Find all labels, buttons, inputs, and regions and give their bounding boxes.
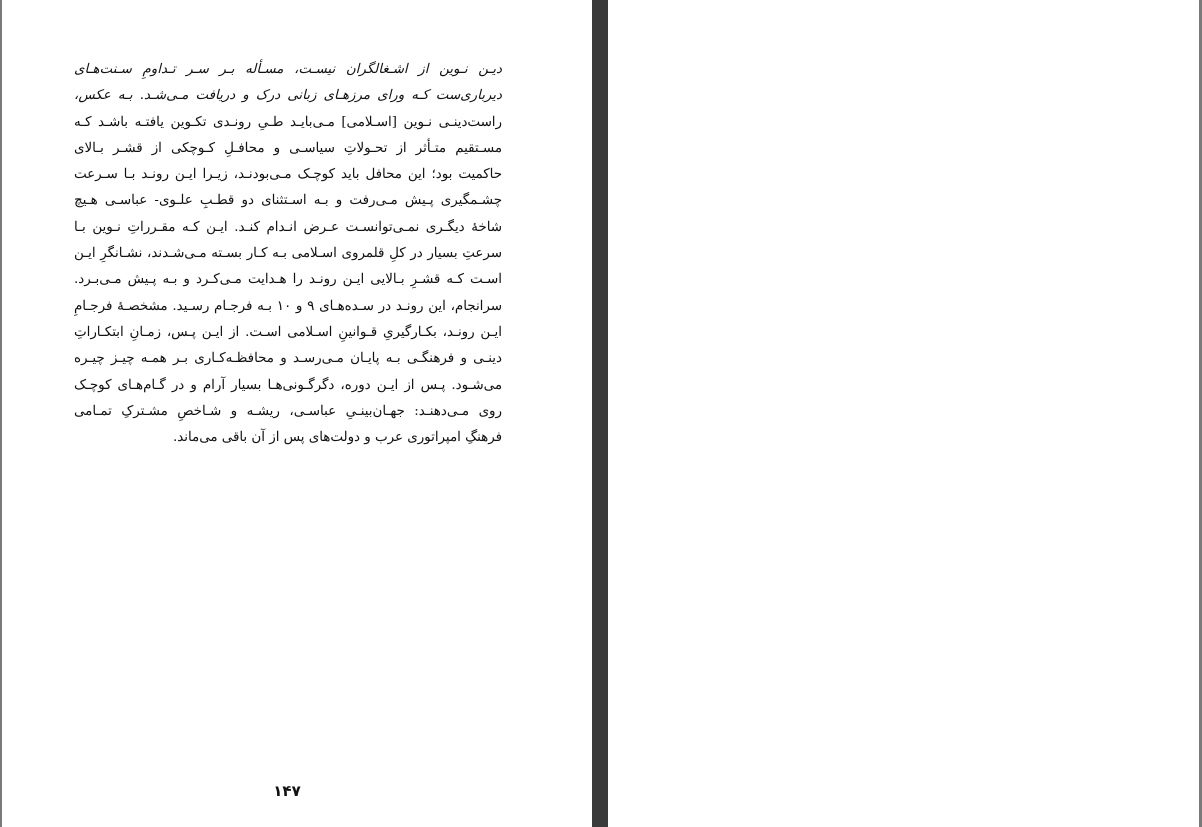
- text-line: چشـمگیری پـیش مـی‌رفت و بـه اسـتثنای دو قطـبِ علـوی- عباسـی هـیچ: [74, 193, 502, 209]
- text-line: سرانجام، این رونـد در سـده‌هـای ۹ و ۱۰ بـه فرجـام رسـید. مشخصـهٔ فرجـامِ: [74, 298, 502, 314]
- text-line: سرعتِ بسیار در کلِ قلمروی اسـلامی بـه کـار بسـته مـی‌شـدند، نشـانگرِ ایـن: [74, 246, 502, 262]
- text-line: ایـن رونـد، بکـارگیریِ قـوانینِ اسـلامی اسـت. از ایـن پـس، زمـانِ ابتکـاراتِ: [74, 324, 502, 340]
- page-text-block: [74, 57, 502, 451]
- text-line: مسـتقیم متـأثر از تحـولاتِ سیاسـی و محافـلِ کـوچکی از قشـر بـالای: [74, 140, 502, 156]
- right-page-blank: [608, 0, 1199, 827]
- text-line: می‌شـود. پـس از ایـن دوره، دگرگـونی‌هـا بسیار آرام و در گـام‌هـای کوچـک: [74, 377, 502, 393]
- text-line: دیـن نـوین از اشـغالگران نیسـت، مسـأله بـر سـر تـداومِ سـنت‌هـای: [74, 62, 502, 77]
- left-page: [2, 0, 592, 827]
- text-line: حاکمیت بود؛ این محافل باید کوچـک مـی‌بودنـد، زیـرا ایـن رونـد بـا سـرعت: [74, 167, 502, 183]
- text-line: راست‌دینـی نـوین [اسـلامی] مـی‌بایـد طـیِ رونـدی تکـوین یافتـه باشـد کـه: [74, 114, 502, 130]
- text-line: فرهنگِ امپراتوری عرب و دولت‌های پس از آن باقی می‌ماند.: [172, 430, 502, 446]
- page-gutter: [592, 0, 608, 827]
- text-line: دیرباری‌ست کـه ورای مرزهـای زبانی درک و دریافت مـی‌شـد. بـه عکس،: [74, 88, 502, 104]
- text-line: اسـت کـه قشـرِ بـالایی ایـن رونـد را هـدایت مـی‌کـرد و بـه پـیش مـی‌بـرد.: [74, 272, 502, 288]
- page-number: ۱۴۷: [273, 782, 301, 800]
- text-line: دینـی و فرهنگـی بـه پایـان مـی‌رسـد و محافظـه‌کـاری بـر همـه چیـز چیـره: [74, 351, 502, 367]
- text-line: روی مـی‌دهنـد: جهـان‌بینـیِ عباسـی، ریشـه و شـاخصِ مشـترکِ تمـامی: [74, 403, 502, 419]
- text-line: شاخهٔ دیگـری نمـی‌توانسـت عـرض انـدام کنـد. ایـن کـه مقـرراتِ نـوین بـا: [74, 219, 502, 235]
